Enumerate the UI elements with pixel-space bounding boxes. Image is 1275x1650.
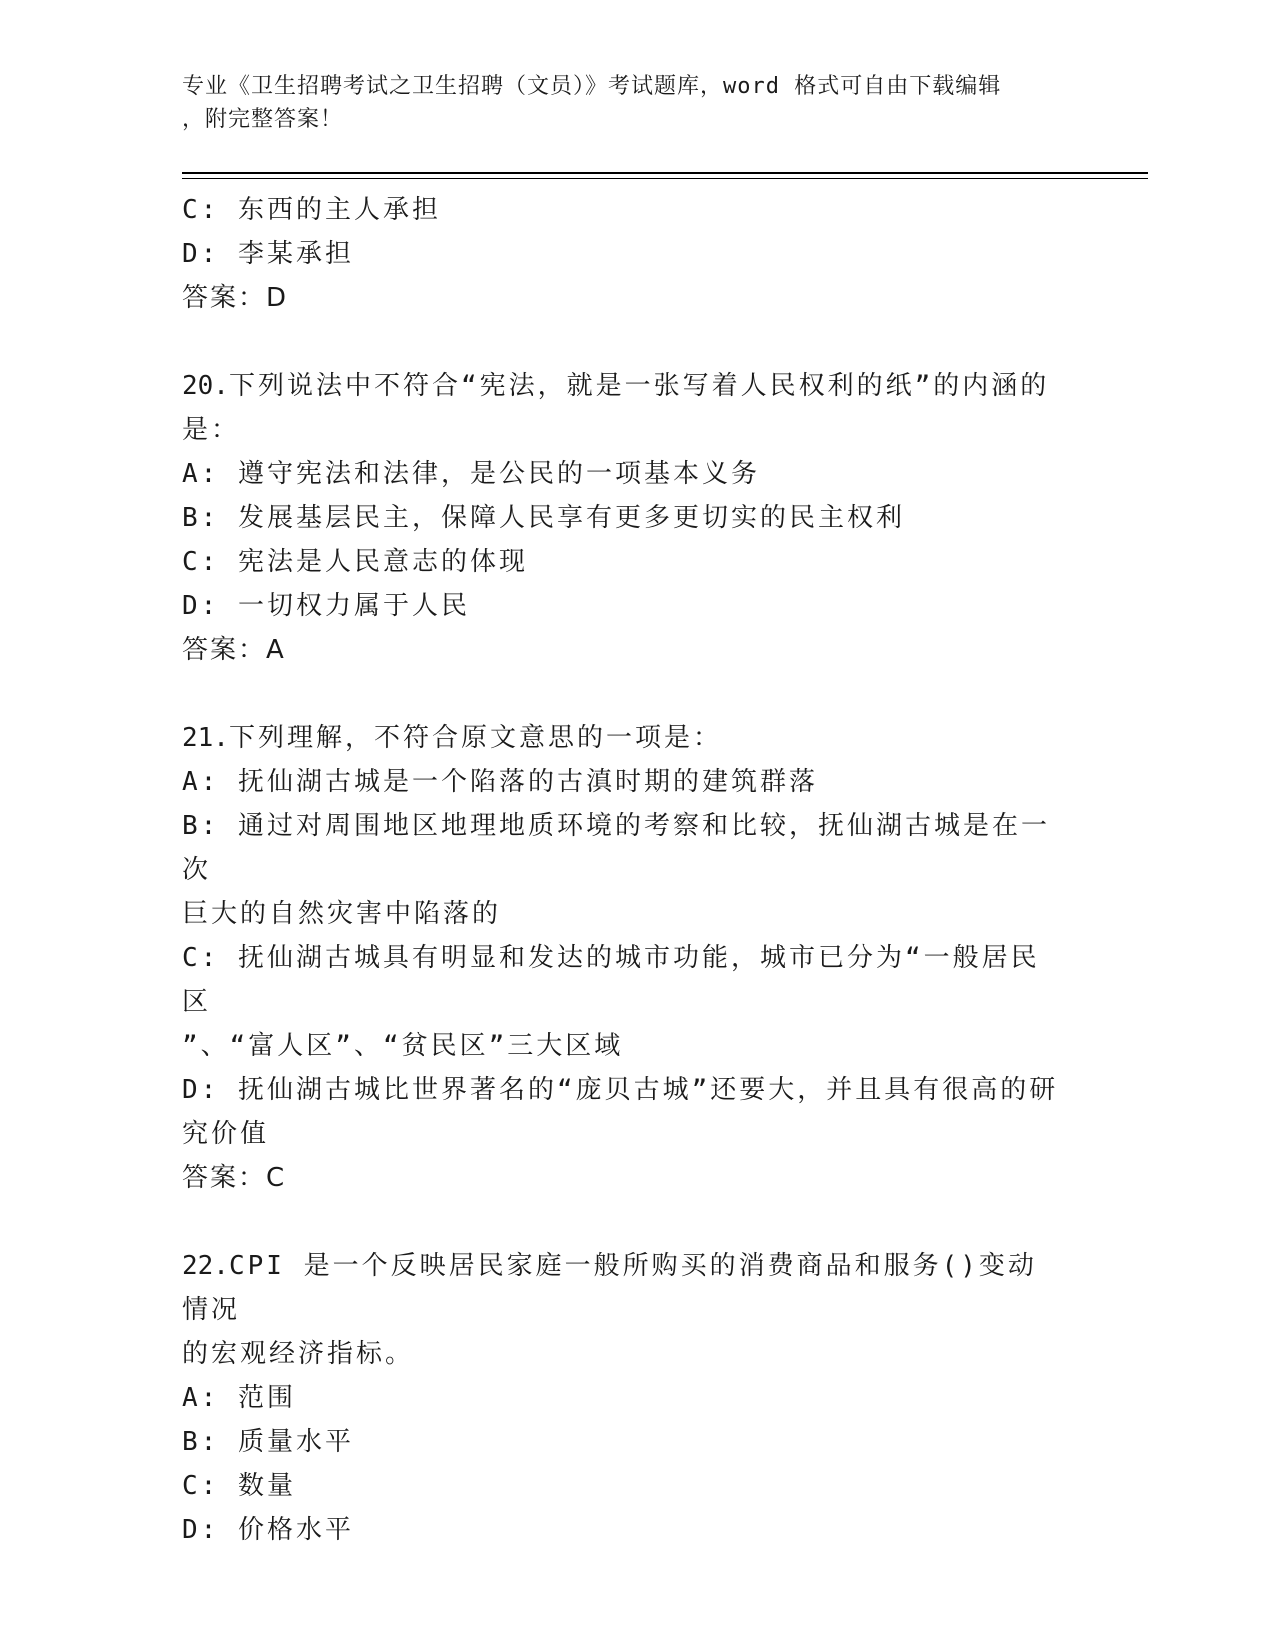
option-b-line-2: 巨大的自然灾害中陷落的 bbox=[182, 899, 502, 929]
header-text-line-1: 专业《卫生招聘考试之卫生招聘（文员）》考试题库，word 格式可自由下载编辑 bbox=[182, 74, 1002, 99]
question-22 bbox=[182, 1244, 1062, 1552]
option-a: A: 抚仙湖古城是一个陷落的古滇时期的建筑群落 bbox=[182, 767, 818, 797]
answer-line: 答案：D bbox=[182, 283, 289, 313]
option-c-line-2: ”、“富人区”、“贫民区”三大区域 bbox=[182, 1031, 624, 1061]
option-c: C: 宪法是人民意志的体现 bbox=[182, 547, 528, 577]
question-number: 22. bbox=[182, 1251, 229, 1281]
option-d-line-1: D: 抚仙湖古城比世界著名的“庞贝古城”还要大，并且具有很高的研 bbox=[182, 1075, 1059, 1105]
option-c: C: 数量 bbox=[182, 1471, 296, 1501]
prev-question-block bbox=[182, 188, 1062, 320]
question-stem-line-1: 下列理解，不符合原文意思的一项是： bbox=[228, 723, 722, 753]
question-stem-line-2: 是： bbox=[182, 415, 241, 445]
option-a: A: 范围 bbox=[182, 1383, 296, 1413]
page-header bbox=[182, 70, 1042, 136]
header-rule-thin bbox=[182, 178, 1148, 179]
question-number: 21. bbox=[182, 723, 229, 753]
answer-line: 答案：C bbox=[182, 1163, 287, 1193]
question-stem-line-2: 的宏观经济指标。 bbox=[182, 1339, 415, 1369]
question-20 bbox=[182, 364, 1062, 672]
spacer bbox=[182, 1200, 1062, 1244]
spacer bbox=[182, 672, 1062, 716]
option-d-line-2: 究价值 bbox=[182, 1119, 270, 1149]
question-21 bbox=[182, 716, 1062, 1200]
option-b-line-1: B: 通过对周围地区地理地质环境的考察和比较，抚仙湖古城是在一次 bbox=[182, 811, 1050, 885]
option-d: D: 一切权力属于人民 bbox=[182, 591, 470, 621]
option-c-line-1: C: 抚仙湖古城具有明显和发达的城市功能，城市已分为“一般居民区 bbox=[182, 943, 1040, 1017]
option-a: A: 遵守宪法和法律，是公民的一项基本义务 bbox=[182, 459, 760, 489]
option-b: B: 发展基层民主，保障人民享有更多更切实的民主权利 bbox=[182, 503, 905, 533]
header-text-line-2: ，附完整答案！ bbox=[182, 107, 344, 132]
option-d: D: 李某承担 bbox=[182, 239, 354, 269]
header-rule-thick bbox=[182, 172, 1148, 174]
question-number: 20. bbox=[182, 371, 229, 401]
question-content bbox=[182, 188, 1062, 1552]
question-stem bbox=[182, 364, 1062, 408]
question-stem-line-1: CPI 是一个反映居民家庭一般所购买的消费商品和服务()变动情况 bbox=[182, 1251, 1037, 1325]
answer-line: 答案：A bbox=[182, 635, 286, 665]
question-stem-line-1: 下列说法中不符合“宪法，就是一张写着人民权利的纸”的内涵的 bbox=[228, 371, 1050, 401]
question-stem bbox=[182, 716, 1062, 760]
question-stem bbox=[182, 1244, 1062, 1332]
option-c: C: 东西的主人承担 bbox=[182, 195, 441, 225]
option-b: B: 质量水平 bbox=[182, 1427, 354, 1457]
spacer bbox=[182, 320, 1062, 364]
option-d: D: 价格水平 bbox=[182, 1515, 354, 1545]
